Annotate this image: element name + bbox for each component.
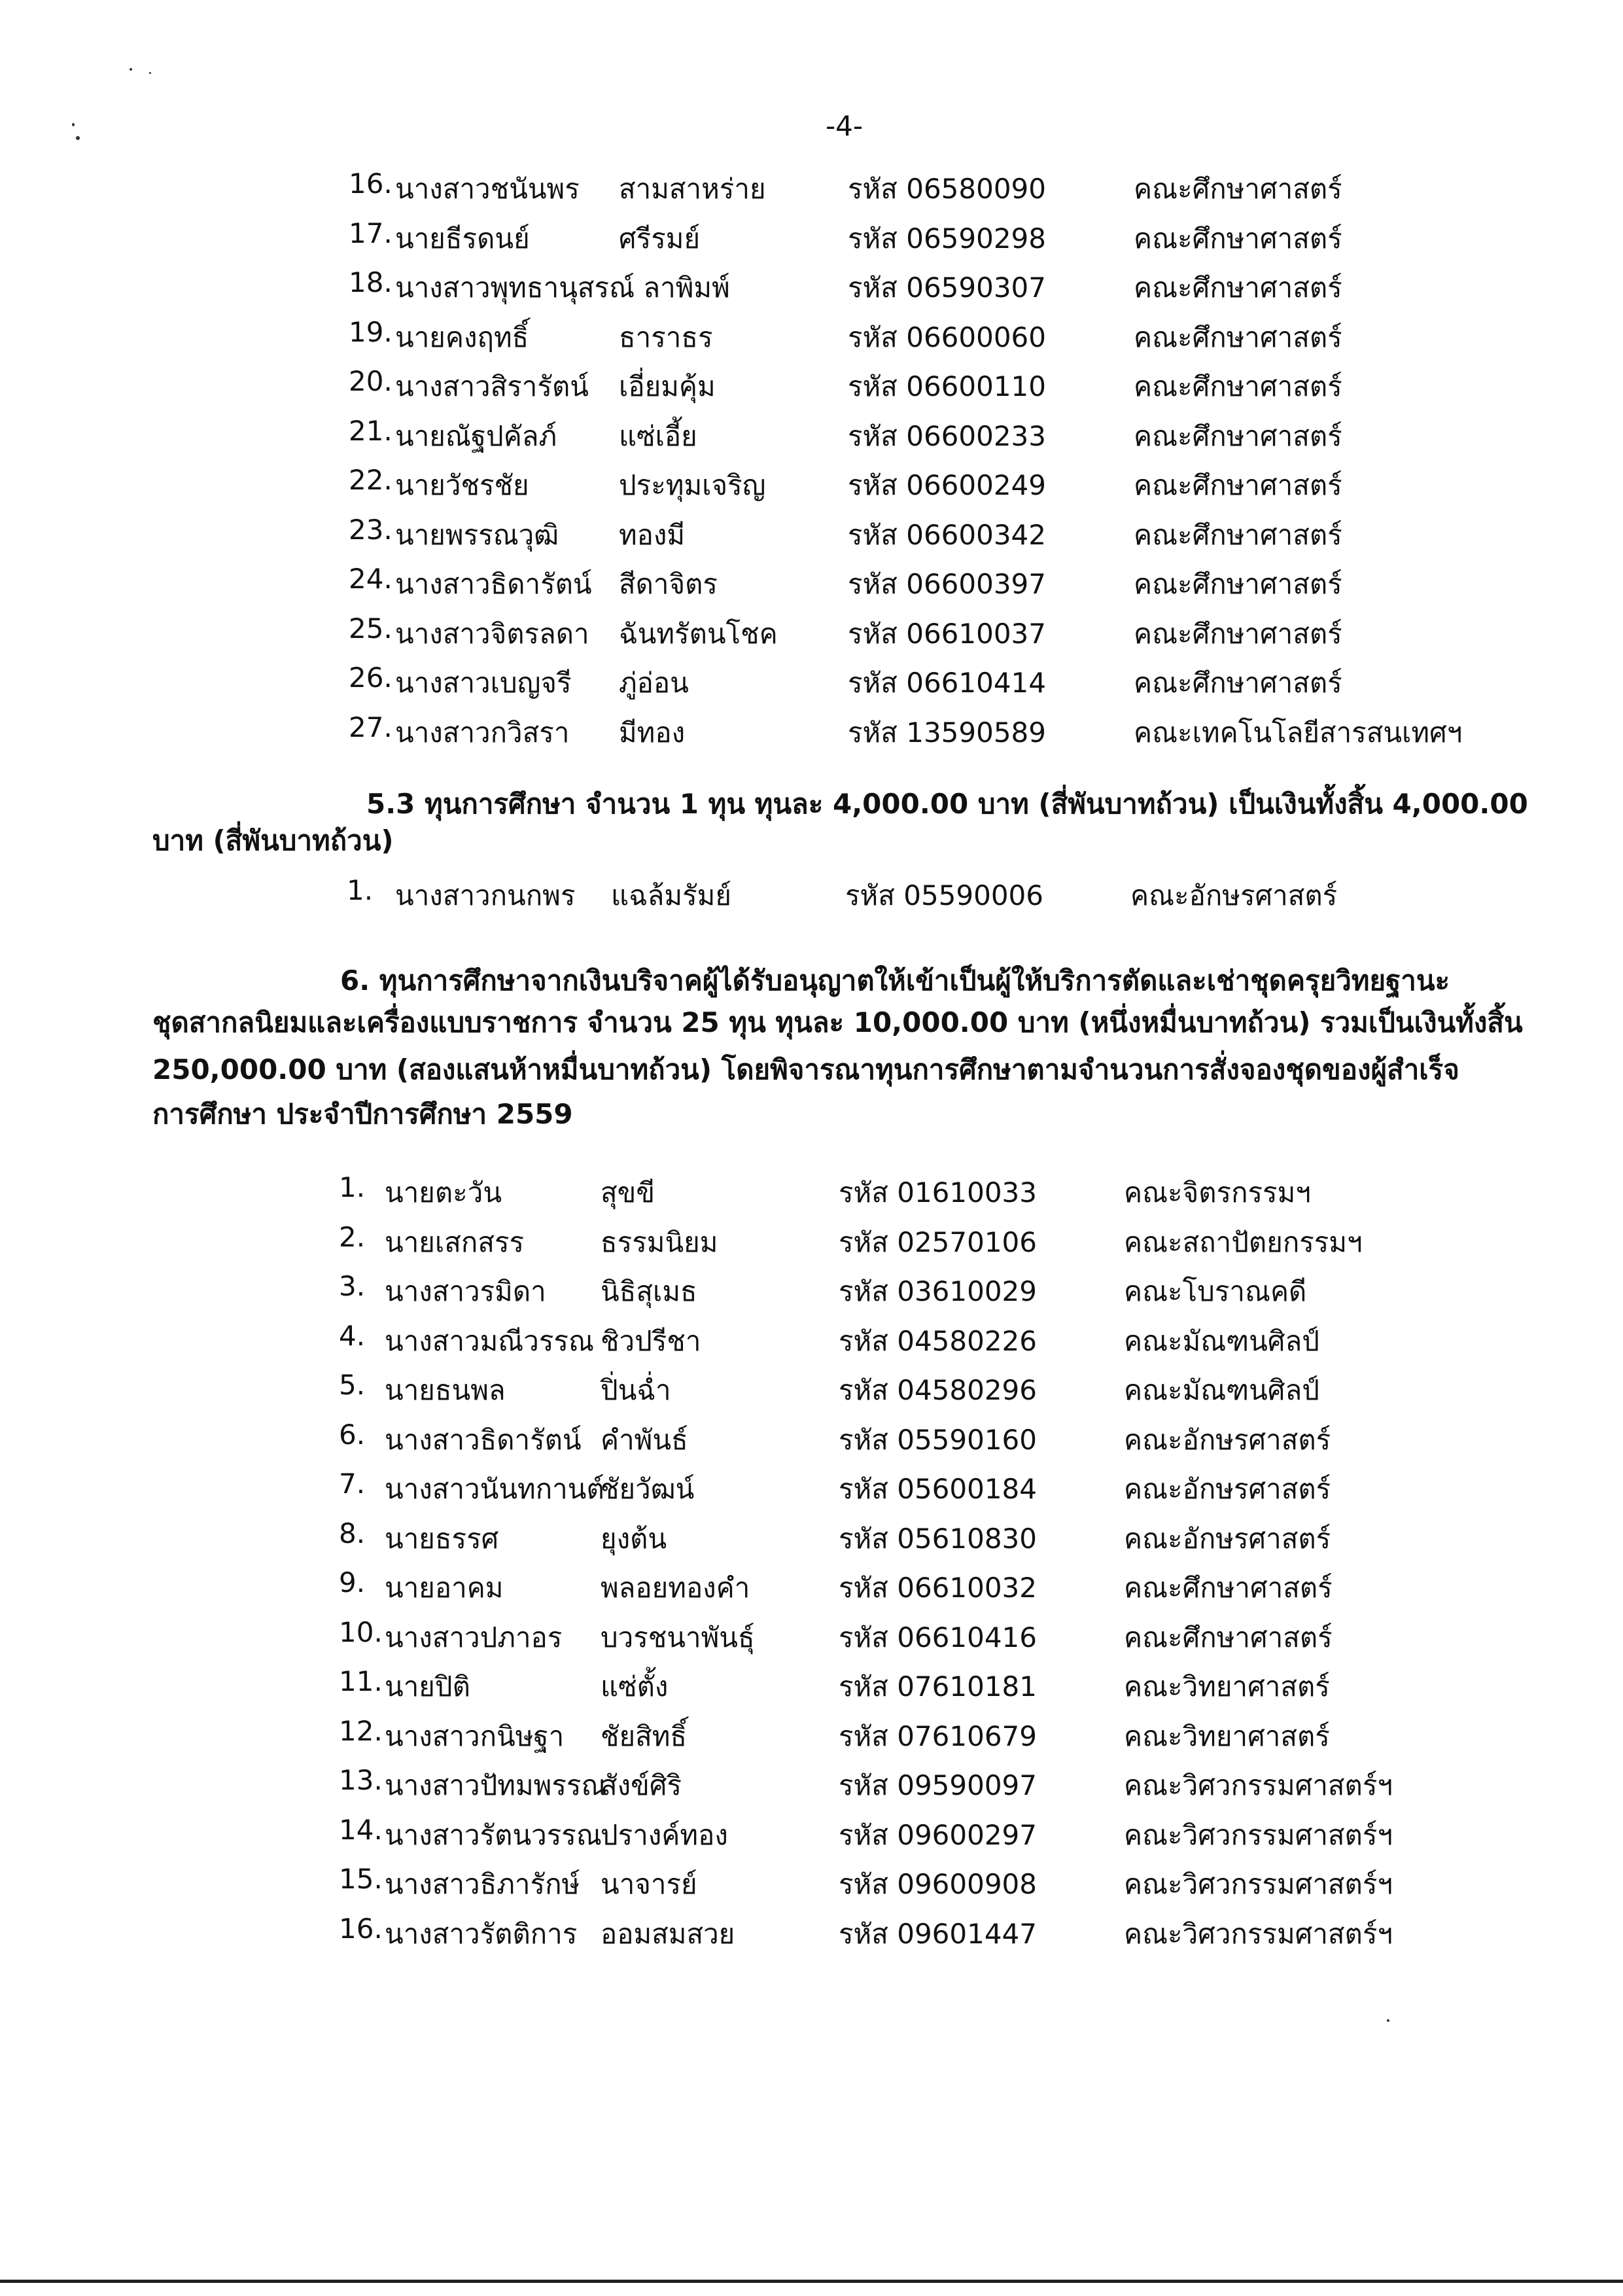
student-surname: นาจารย์	[601, 1868, 697, 1900]
faculty-name: คณะอักษรศาสตร์	[1130, 879, 1338, 911]
faculty-name: คณะศึกษาศาสตร์	[1134, 518, 1342, 551]
student-surname: แซ่เอี้ย	[619, 419, 697, 452]
section-6-heading-line-4: การศึกษา ประจำปีการศึกษา 2559	[152, 1098, 573, 1130]
item-number: 22.	[349, 464, 393, 496]
list-item	[0, 365, 1623, 408]
student-code: รหัส 09590097	[839, 1769, 1038, 1801]
student-surname: แซ่ตั้ง	[601, 1670, 669, 1703]
list-item	[0, 874, 1623, 917]
list-item	[0, 711, 1623, 754]
student-name: นายธนพล	[385, 1374, 506, 1406]
faculty-name: คณะศึกษาศาสตร์	[1134, 370, 1342, 402]
student-code: รหัส 09601447	[839, 1917, 1038, 1950]
list-item	[0, 1566, 1623, 1610]
faculty-name: คณะศึกษาศาสตร์	[1124, 1621, 1333, 1653]
student-code: รหัส 03610029	[839, 1275, 1038, 1307]
student-surname: พลอยทองคำ	[601, 1572, 750, 1604]
list-item	[0, 1221, 1623, 1264]
list-item	[0, 563, 1623, 606]
faculty-name: คณะวิทยาศาสตร์	[1124, 1720, 1330, 1752]
item-number: 17.	[349, 217, 393, 249]
student-surname: ธาราธร	[619, 321, 713, 353]
faculty-name: คณะจิตรกรรมฯ	[1124, 1176, 1311, 1209]
list-item	[0, 514, 1623, 557]
item-number: 11.	[339, 1665, 383, 1697]
item-number: 27.	[349, 711, 393, 743]
student-surname: ยุงต้น	[601, 1522, 667, 1555]
item-number: 3.	[339, 1270, 366, 1302]
student-surname: เอี่ยมคุ้ม	[619, 370, 716, 402]
item-number: 16.	[349, 168, 393, 200]
faculty-name: คณะศึกษาศาสตร์	[1134, 222, 1342, 255]
student-name: นางสาวเบญจรี	[395, 667, 572, 699]
student-code: รหัส 09600908	[839, 1868, 1038, 1900]
student-name: นางสาวธิดารัตน์	[395, 568, 592, 600]
faculty-name: คณะมัณฑนศิลป์	[1124, 1324, 1319, 1357]
student-name: นางสาวพุทธานุสรณ์ ลาพิมพ์	[395, 272, 730, 304]
student-surname: สุขขี	[601, 1176, 655, 1209]
faculty-name: คณะอักษรศาสตร์	[1124, 1473, 1331, 1505]
student-surname: ชิวปรีชา	[601, 1324, 701, 1357]
section-6-heading-line-1: 6. ทุนการศึกษาจากเงินบริจาคผู้ได้รับอนุญาตให้เข้าเป็นผู้ให้บริการตัดและเช่าชุดครุยวิทยฐานะ	[340, 964, 1450, 997]
student-name: นางสาวปภาอร	[385, 1621, 563, 1653]
section-5-3-heading-line-2: บาท (สี่พันบาทถ้วน)	[152, 824, 394, 857]
student-code: รหัส 06600060	[848, 321, 1047, 353]
section-6-heading-line-3: 250,000.00 บาท (สองแสนห้าหมื่นบาทถ้วน) โดยพิจารณาทุนการศึกษาตามจำนวนการสั่งจองชุดของผู้สำเร็จ	[152, 1053, 1459, 1086]
section-6-heading-line-2: ชุดสากลนิยมและเครื่องแบบราชการ จำนวน 25 ทุน ทุนละ 10,000.00 บาท (หนึ่งหมื่นบาทถ้วน) รวมเป็นเงินทั้งสิ้น	[152, 1006, 1523, 1038]
student-name: นางสาวรัตนวรรณ	[385, 1818, 602, 1851]
item-number: 10.	[339, 1616, 383, 1648]
student-name: นางสาวกวิสรา	[395, 716, 570, 749]
student-name: นางสาวสิรารัตน์	[395, 370, 589, 402]
list-item	[0, 612, 1623, 656]
faculty-name: คณะวิศวกรรมศาสตร์ฯ	[1124, 1868, 1393, 1900]
student-code: รหัส 06610416	[839, 1621, 1038, 1653]
faculty-name: คณะวิศวกรรมศาสตร์ฯ	[1124, 1769, 1393, 1801]
student-name: นายพรรณวุฒิ	[395, 518, 559, 551]
scan-speck	[130, 68, 132, 71]
item-number: 25.	[349, 612, 393, 645]
student-code: รหัส 06610037	[848, 617, 1047, 650]
student-code: รหัส 06600110	[848, 370, 1047, 402]
list-item	[0, 1517, 1623, 1561]
item-number: 20.	[349, 365, 393, 397]
faculty-name: คณะศึกษาศาสตร์	[1134, 173, 1342, 205]
faculty-name: คณะมัณฑนศิลป์	[1124, 1374, 1319, 1406]
item-number: 5.	[339, 1369, 366, 1401]
student-surname: ออมสมสวย	[601, 1917, 735, 1950]
student-name: นางสาวชนันพร	[395, 173, 580, 205]
scan-speck	[149, 72, 151, 74]
student-name: นางสาวธิดารัตน์	[385, 1423, 582, 1456]
item-number: 2.	[339, 1220, 366, 1253]
list-item	[0, 1814, 1623, 1857]
list-item	[0, 1171, 1623, 1214]
item-number: 9.	[339, 1566, 366, 1598]
list-item	[0, 217, 1623, 260]
student-name: นายตะวัน	[385, 1176, 502, 1209]
student-code: รหัส 04580226	[839, 1324, 1038, 1357]
student-surname: ธรรมนิยม	[601, 1226, 718, 1258]
item-number: 4.	[339, 1319, 366, 1352]
faculty-name: คณะศึกษาศาสตร์	[1134, 667, 1342, 699]
scan-speck	[72, 123, 75, 126]
list-item	[0, 1270, 1623, 1313]
item-number: 24.	[349, 563, 393, 595]
page-number: -4-	[826, 110, 864, 142]
student-name: นายณัฐปคัลภ์	[395, 419, 557, 452]
student-surname: มีทอง	[619, 716, 686, 749]
faculty-name: คณะสถาปัตยกรรมฯ	[1124, 1226, 1363, 1258]
list-item	[0, 1616, 1623, 1659]
student-surname: ปรางค์ทอง	[601, 1818, 728, 1851]
student-name: นายเสกสรร	[385, 1226, 525, 1258]
student-surname: สังข์ศิริ	[601, 1769, 682, 1801]
student-code: รหัส 05590160	[839, 1423, 1038, 1456]
student-surname: สามสาหร่าย	[619, 173, 766, 205]
item-number: 21.	[349, 414, 393, 447]
student-surname: ภู่อ่อน	[619, 667, 689, 699]
student-code: รหัส 06600397	[848, 568, 1047, 600]
student-name: นายอาคม	[385, 1572, 504, 1604]
student-surname: นิธิสุเมธ	[601, 1275, 697, 1307]
list-item	[0, 1369, 1623, 1412]
item-number: 13.	[339, 1764, 383, 1796]
student-surname: สีดาจิตร	[619, 568, 718, 600]
student-name: นางสาวปัทมพรรณ	[385, 1769, 607, 1801]
student-surname: ปิ่นฉ่ำ	[601, 1374, 671, 1406]
list-item	[0, 464, 1623, 507]
student-surname: ชัยวัฒน์	[601, 1473, 695, 1505]
student-name: นางสาวมณีวรรณ	[385, 1324, 594, 1357]
student-name: นางสาวธิภารักษ์	[385, 1868, 580, 1900]
student-name: นายคงฤทธิ์	[395, 321, 529, 353]
faculty-name: คณะศึกษาศาสตร์	[1134, 617, 1342, 650]
item-number: 16.	[339, 1912, 383, 1945]
student-name: นางสาวกนิษฐา	[385, 1720, 565, 1752]
list-item	[0, 266, 1623, 309]
student-code: รหัส 01610033	[839, 1176, 1038, 1209]
faculty-name: คณะศึกษาศาสตร์	[1134, 419, 1342, 452]
student-code: รหัส 04580296	[839, 1374, 1038, 1406]
student-name: นางสาวกนกพร	[395, 879, 576, 911]
student-surname: แฉล้มรัมย์	[611, 879, 731, 911]
item-number: 7.	[339, 1468, 366, 1500]
faculty-name: คณะอักษรศาสตร์	[1124, 1522, 1331, 1555]
section-5-3-heading-line-1: 5.3 ทุนการศึกษา จำนวน 1 ทุน ทุนละ 4,000.00 บาท (สี่พันบาทถ้วน) เป็นเงินทั้งสิ้น 4,000.00	[366, 788, 1528, 820]
student-code: รหัส 06580090	[848, 173, 1047, 205]
student-code: รหัส 02570106	[839, 1226, 1038, 1258]
student-code: รหัส 06610414	[848, 667, 1047, 699]
faculty-name: คณะศึกษาศาสตร์	[1124, 1572, 1333, 1604]
student-code: รหัส 06600342	[848, 518, 1047, 551]
student-surname: ชัยสิทธิ์	[601, 1720, 688, 1752]
item-number: 15.	[339, 1863, 383, 1895]
student-code: รหัส 06610032	[839, 1572, 1038, 1604]
faculty-name: คณะศึกษาศาสตร์	[1134, 469, 1342, 501]
item-number: 14.	[339, 1813, 383, 1846]
student-name: นางสาวนันทกานต์	[385, 1473, 604, 1505]
faculty-name: คณะวิศวกรรมศาสตร์ฯ	[1124, 1818, 1393, 1851]
student-name: นายธีรดนย์	[395, 222, 530, 255]
list-item	[0, 1764, 1623, 1807]
item-number: 12.	[339, 1714, 383, 1747]
list-item	[0, 316, 1623, 359]
student-name: นายปิติ	[385, 1670, 470, 1703]
list-item	[0, 1715, 1623, 1758]
student-code: รหัส 09600297	[839, 1818, 1038, 1851]
faculty-name: คณะโบราณคดี	[1124, 1275, 1307, 1307]
item-number: 19.	[349, 315, 393, 348]
faculty-name: คณะวิทยาศาสตร์	[1124, 1670, 1330, 1703]
student-code: รหัส 07610679	[839, 1720, 1038, 1752]
item-number: 1.	[339, 1171, 366, 1203]
item-number: 1.	[347, 874, 374, 906]
student-name: นางสาวรมิดา	[385, 1275, 546, 1307]
list-item	[0, 1419, 1623, 1462]
list-item	[0, 1913, 1623, 1956]
student-code: รหัส 06590298	[848, 222, 1047, 255]
student-code: รหัส 05600184	[839, 1473, 1038, 1505]
faculty-name: คณะศึกษาศาสตร์	[1134, 568, 1342, 600]
student-code: รหัส 05590006	[845, 879, 1044, 911]
list-item	[0, 168, 1623, 211]
list-item	[0, 1665, 1623, 1708]
student-surname: คำพันธ์	[601, 1423, 688, 1456]
student-code: รหัส 13590589	[848, 716, 1047, 749]
item-number: 26.	[349, 662, 393, 694]
student-name: นายธรรศ	[385, 1522, 499, 1555]
list-item	[0, 415, 1623, 458]
student-name: นายวัชรชัย	[395, 469, 529, 501]
scan-speck	[1387, 2019, 1389, 2022]
student-code: รหัส 06600233	[848, 419, 1047, 452]
student-surname: ฉันทรัตนโชค	[619, 617, 778, 650]
item-number: 8.	[339, 1517, 366, 1549]
list-item	[0, 1320, 1623, 1363]
list-item	[0, 1863, 1623, 1906]
student-surname: ทองมี	[619, 518, 686, 551]
student-name: นางสาวจิตรลดา	[395, 617, 589, 650]
student-surname: ประทุมเจริญ	[619, 469, 766, 501]
student-surname: ศรีรมย์	[619, 222, 701, 255]
student-surname: บวรชนาพันธุ์	[601, 1621, 755, 1653]
faculty-name: คณะอักษรศาสตร์	[1124, 1423, 1331, 1456]
list-item	[0, 1468, 1623, 1511]
item-number: 6.	[339, 1418, 366, 1451]
list-item	[0, 662, 1623, 705]
student-code: รหัส 07610181	[839, 1670, 1038, 1703]
bottom-border-line	[0, 2280, 1623, 2283]
item-number: 18.	[349, 266, 393, 298]
item-number: 23.	[349, 513, 393, 546]
faculty-name: คณะเทคโนโลยีสารสนเทศฯ	[1134, 716, 1463, 749]
student-code: รหัส 06600249	[848, 469, 1047, 501]
student-code: รหัส 05610830	[839, 1522, 1038, 1555]
student-name: นางสาวรัตติการ	[385, 1917, 578, 1950]
scan-speck	[76, 136, 80, 140]
faculty-name: คณะศึกษาศาสตร์	[1134, 272, 1342, 304]
student-code: รหัส 06590307	[848, 272, 1047, 304]
faculty-name: คณะวิศวกรรมศาสตร์ฯ	[1124, 1917, 1393, 1950]
faculty-name: คณะศึกษาศาสตร์	[1134, 321, 1342, 353]
